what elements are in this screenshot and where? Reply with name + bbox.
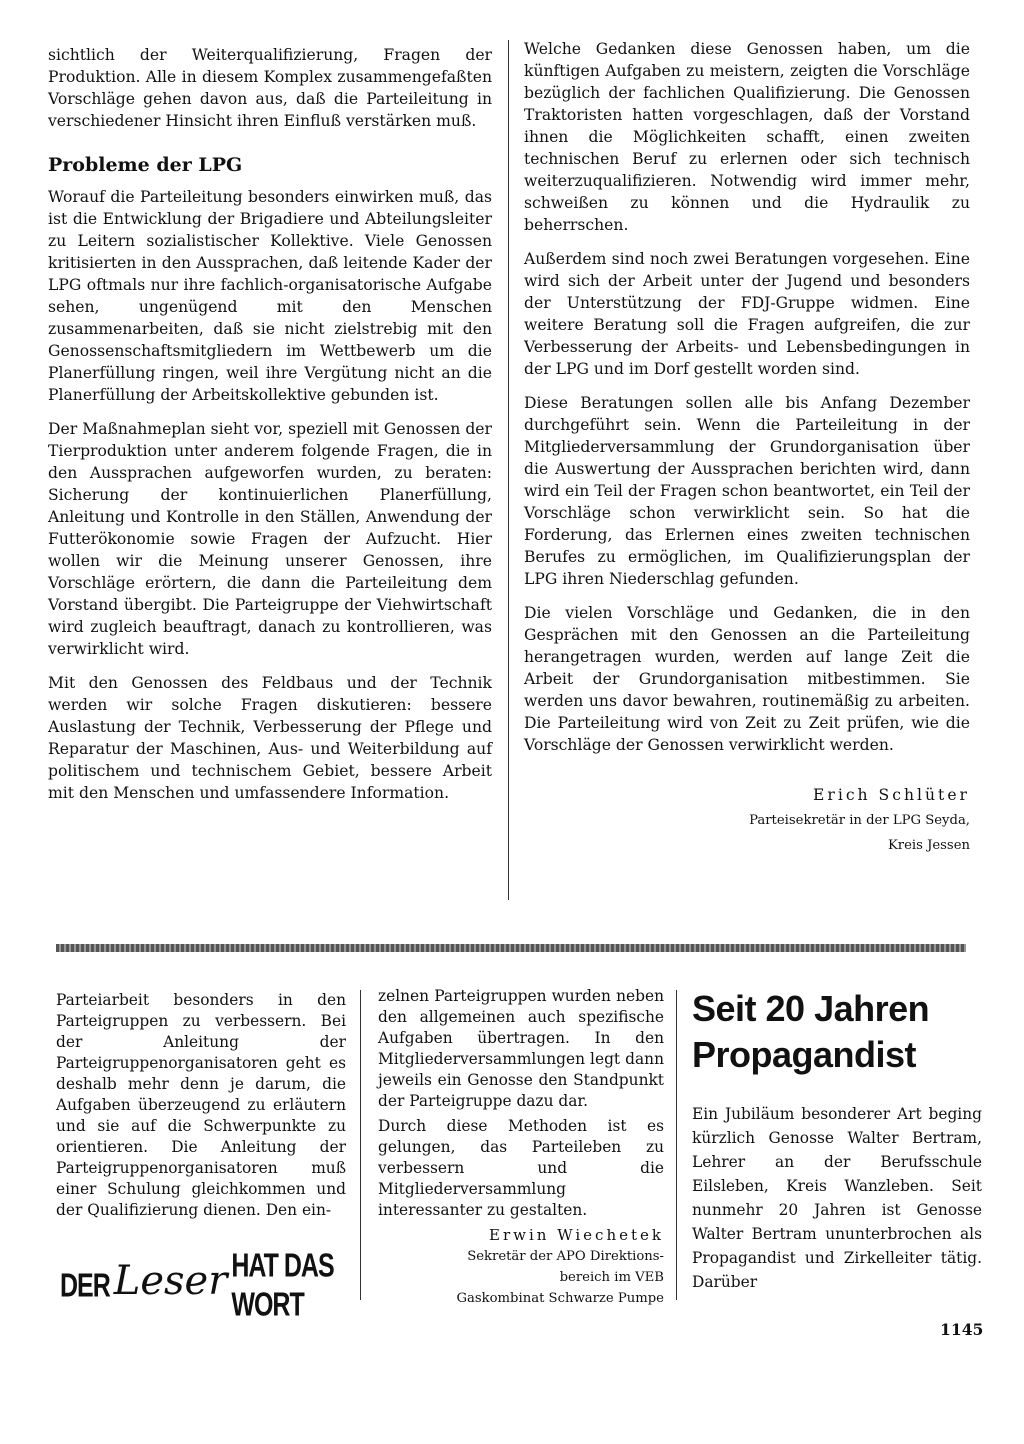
section-heading: Probleme der LPG (48, 154, 243, 176)
paragraph: Mit den Genossen des Feldbaus und der Technik werden wir solche Fragen diskutieren: bessere Auslastung der Technik, Verbesserung der Pflege und Reparatur der Maschinen, Aus- und Weiterbildung auf politischem und technischem Gebiet, bessere Arbeit mit den Menschen und umfassendere Information. (48, 674, 492, 802)
author-role: bereich im VEB (559, 1270, 664, 1285)
paragraph: Außerdem sind noch zwei Beratungen vorgesehen. Eine wird sich der Arbeit unter der Jugend und besonders der Unterstützung der FDJ-Gruppe widmen. Eine weitere Beratung soll die Fragen aufgreifen, die zur Verbesserung der Arbeits- und Lebensbedingungen in der LPG und im Dorf gestellt worden sind. (524, 250, 970, 378)
letter-column-2 (378, 986, 664, 1309)
paragraph: Die vielen Vorschläge und Gedanken, die in den Gesprächen mit den Genossen an die Parteileitung herangetragen wurden, werden auf lange Zeit die Arbeit der Grundorganisation mitbestimmen. Sie werden uns davor bewahren, routinemäßig zu arbeiten. Die Parteileitung wird von Zeit zu Zeit prüfen, wie die Vorschläge der Genossen verwirklicht werden. (524, 604, 970, 754)
article-headline (692, 986, 982, 1078)
article-column-jubilee (692, 986, 982, 1306)
column-divider (360, 990, 361, 1300)
author-role: Sekretär der APO Direktions- (467, 1249, 664, 1264)
column-divider (676, 990, 677, 1300)
letter-column-1 (56, 990, 346, 1233)
paragraph: Parteiarbeit besonders in den Parteigruppen zu verbessern. Bei der Anleitung der Parteigruppenorganisatoren geht es deshalb mehr denn je darum, die Aufgaben überzeugend zu erläutern und sie auf die Schwerpunkte zu orientieren. Die Anleitung der Parteigruppenorganisatoren muß einer Schulung gleichkommen und der Qualifizierung dienen. Den ein- (56, 991, 346, 1219)
paragraph: Durch diese Methoden ist es gelungen, das Parteileben zu verbessern und die Mitgliederversammlung interessanter zu gestalten. (378, 1117, 664, 1219)
column-logo (60, 1246, 350, 1324)
column-divider (508, 40, 509, 900)
logo-script-text: Leser (113, 1258, 228, 1304)
author-role: Gaskombinat Schwarze Pumpe (456, 1291, 664, 1306)
section-rule (56, 944, 966, 952)
page-number: 1145 (940, 1320, 984, 1339)
article-column-top-right (524, 38, 970, 856)
author-name: Erwin Wiechetek (489, 1226, 664, 1244)
logo-text: DER (60, 1266, 110, 1305)
paragraph: Ein Jubiläum besonderer Art beging kürzlich Genosse Walter Bertram, Lehrer an der Berufsschule Eilsleben, Kreis Wanzleben. Seit nunmehr 20 Jahren ist Genosse Walter Bertram ununterbrochen als Propagandist und Zirkelleiter tätig. Darüber (692, 1105, 982, 1291)
article-column-top-left (48, 44, 492, 816)
paragraph: sichtlich der Weiterqualifizierung, Fragen der Produktion. Alle in diesem Komplex zusammengefaßten Vorschläge gehen davon aus, daß die Parteileitung in verschiedener Hinsicht ihren Einfluß verstärken muß. (48, 46, 492, 130)
author-role: Kreis Jessen (887, 838, 970, 853)
paragraph: Welche Gedanken diese Genossen haben, um die künftigen Aufgaben zu meistern, zeigten die Vorschläge bezüglich der fachlichen Qualifizierung. Die Genossen Traktoristen hatten vorgeschlagen, daß der Vorstand ihnen die Möglichkeiten schafft, einen zweiten technischen Beruf zu erlernen oder sich technisch weiterzuqualifizieren. Notwendig wird immer mehr, schweißen zu können und die Hydraulik zu beherrschen. (524, 40, 970, 234)
author-signature (524, 784, 970, 856)
paragraph: Diese Beratungen sollen alle bis Anfang Dezember durchgeführt sein. Wenn die Parteileitung in der Mitgliederversammlung der Grundorganisation über die Auswertung der Aussprachen berichten wird, dann wird ein Teil der Fragen schon beantwortet, ein Teil der Vorschläge schon verwirklicht sein. So hat die Forderung, das Erlernen eines zweiten technischen Berufes zu ermöglichen, im Qualifizierungsplan der LPG ihren Niederschlag gefunden. (524, 394, 970, 588)
headline-line: Propagandist (692, 1034, 917, 1075)
headline-line: Seit 20 Jahren (692, 988, 930, 1029)
paragraph: Worauf die Parteileitung besonders einwirken muß, das ist die Entwicklung der Brigadiere und Abteilungsleiter zu Leitern sozialistischer Kollektive. Viele Genossen kritisierten in den Aussprachen, daß leitende Kader der LPG oftmals nur ihre fachlich-organisatorische Aufgabe sehen, ungenügend mit den Menschen zusammenarbeiten, daß sie nicht zielstrebig mit den Genossenschaftsmitgliedern im Wettbewerb um die Planerfüllung ringen, weil ihre Vergütung nicht an die Planerfüllung der Arbeitskollektive gebunden ist. (48, 188, 492, 404)
author-name: Erich Schlüter (813, 786, 970, 804)
paragraph: zelnen Parteigruppen wurden neben den allgemeinen auch spezifische Aufgaben übertragen. In den Mitgliederversammlungen legt dann jeweils ein Genosse den Standpunkt der Parteigruppe dazu dar. (378, 987, 664, 1110)
logo-text: HAT DAS WORT (231, 1246, 334, 1324)
paragraph: Der Maßnahmeplan sieht vor, speziell mit Genossen der Tierproduktion unter anderem folgende Fragen, die in den Aussprachen aufgeworfen wurden, zu beraten: Sicherung der kontinuierlichen Planerfüllung, Anleitung und Kontrolle in den Ställen, Anwendung der Futterökonomie sowie Fragen der Aufzucht. Hier wollen wir die Meinung unserer Genossen, ihre Vorschläge erörtern, die dann die Parteileitung dem Vorstand übergibt. Die Parteigruppe der Viehwirtschaft wird zugleich beauftragt, danach zu kontrollieren, was verwirklicht wird. (48, 420, 492, 658)
author-role: Parteisekretär in der LPG Seyda, (749, 813, 970, 828)
author-signature (378, 1225, 664, 1309)
